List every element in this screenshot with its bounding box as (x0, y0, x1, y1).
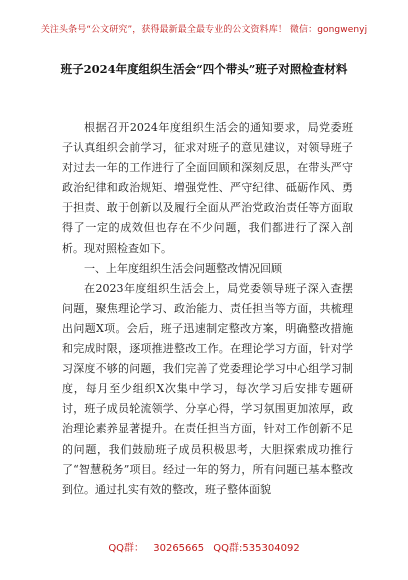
section-heading: 一、上年度组织生活会问题整改情况回顾 (84, 261, 282, 275)
intro-paragraph: 根据召开2024年度组织生活会的通知要求，局党委班子认真组织会前学习，征求对班子的意见建议，对领导班子对过去一年的工作进行了全面回顾和深刻反思，在带头严守政治纪律和政治规矩、增强党性、严守纪律、砥砺作风、勇于担责、敢于创新以及履行全面从严治党政治责任等方面取得了一定的成效但也存在不少问题，我们都进行了深入剖析。现对照检查如下。 (62, 121, 353, 255)
body-paragraph: 在2023年度组织生活会上，局党委领导班子深入查摆问题，聚焦理论学习、政治能力、责任担当等方面，共梳理出问题X项。会后，班子迅速制定整改方案，明确整改措施和完成时限，逐项推进整改工作。在理论学习方面，针对学习深度不够的问题，我们完善了党委理论学习中心组学习制度，每月至少组织X次集中学习，每次学习后安排专题研讨，班子成员轮流领学、分享心得，学习氛围更加浓厚，政治理论素养显著提升。在责任担当方面，针对工作创新不足的问题，我们鼓励班子成员积极思考，大胆探索成功推行了“智慧税务”项目。经过一年的努力，所有问题已基本整改到位。通过扎实有效的整改，班子整体面貌 (62, 281, 353, 496)
document-body (62, 118, 353, 500)
document-title: 班子2024年度组织生活会“四个带头”班子对照检查材料 (60, 62, 348, 76)
contact-footer: QQ群： 30265665 QQ群:535304092 (108, 543, 300, 554)
promo-header: 关注头条号“公文研究”，获得最新最全最专业的公文资料库！ 微信：gongwenyj (40, 25, 368, 35)
